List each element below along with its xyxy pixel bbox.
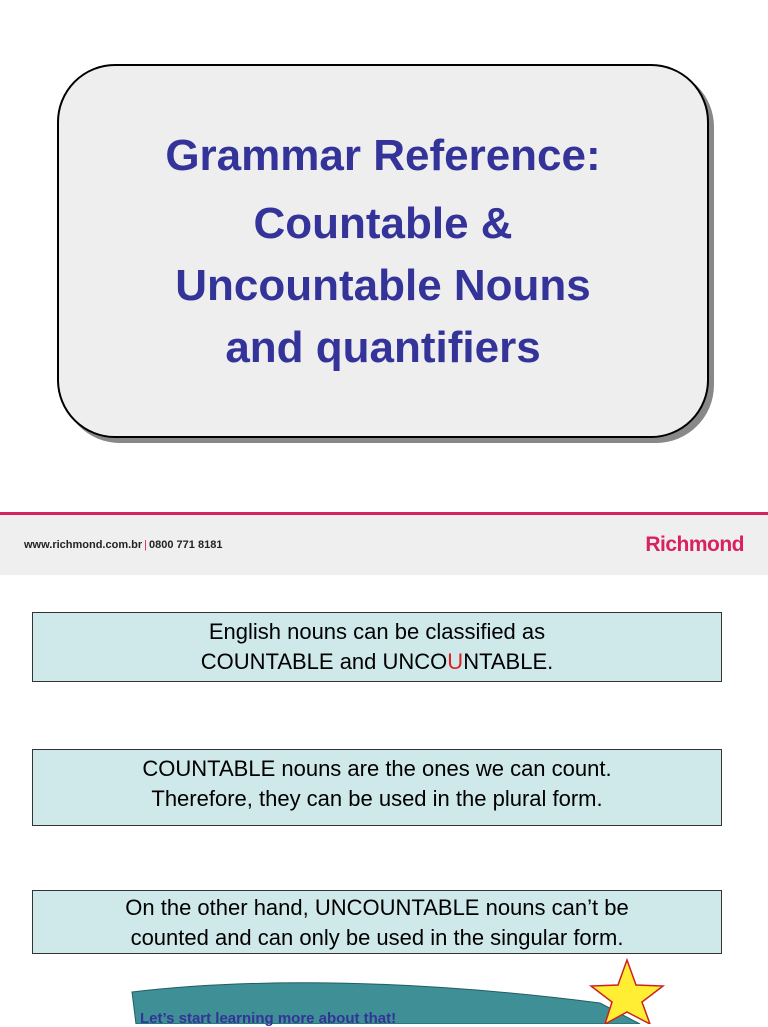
info-box-line: counted and can only be used in the singular form. [130, 925, 624, 950]
title-subheading: Countable & Uncountable Nouns and quantifiers [175, 199, 591, 372]
footer-separator: | [144, 539, 148, 551]
footer-bar [0, 515, 768, 575]
banner-text: Let’s start learning more about that! [140, 1010, 397, 1027]
info-box-line: On the other hand, UNCOUNTABLE nouns can’t be [125, 895, 629, 920]
website-link[interactable]: www.richmond.com.br [24, 539, 143, 551]
info-box-uncountable [32, 890, 722, 954]
info-box-countable [32, 749, 722, 826]
title-box [57, 64, 709, 438]
info-box-line: COUNTABLE nouns are the ones we can count. [142, 756, 612, 781]
highlight-letter: U [447, 649, 464, 674]
footer-contact [24, 539, 222, 551]
phone-number: 0800 771 8181 [149, 539, 223, 551]
info-box-line: Therefore, they can be used in the plural form. [151, 786, 603, 811]
title-heading: Grammar Reference: [165, 131, 601, 180]
richmond-logo: Richmond [645, 533, 744, 556]
info-box-classification [32, 612, 722, 682]
title-slide [0, 0, 768, 512]
info-box-line: COUNTABLE and UNCOUNTABLE. [200, 649, 554, 674]
info-box-line: English nouns can be classified as [208, 619, 546, 644]
